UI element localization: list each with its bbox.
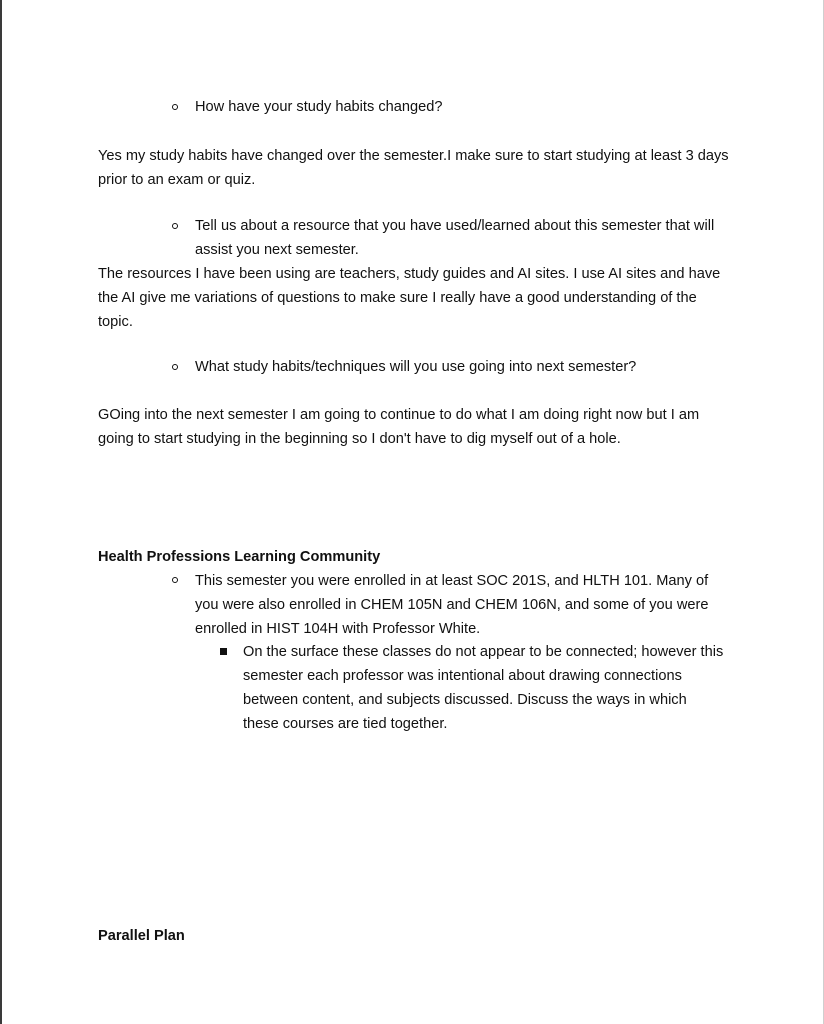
answer-3-line-2: going to start studying in the beginning so I don't have to dig myself out of a hole. bbox=[98, 431, 621, 447]
hplc-subitem-line-2: semester each professor was intentional about drawing connections bbox=[243, 668, 682, 684]
answer-1-line-2: prior to an exam or quiz. bbox=[98, 172, 256, 188]
hollow-bullet-icon bbox=[172, 364, 178, 370]
question-2-prompt-line-1: Tell us about a resource that you have used/learned about this semester that will bbox=[195, 218, 715, 234]
hplc-item-line-1: This semester you were enrolled in at least SOC 201S, and HLTH 101. Many of bbox=[195, 573, 709, 589]
question-2-prompt-line-2: assist you next semester. bbox=[195, 242, 359, 258]
section-heading-parallel-plan: Parallel Plan bbox=[98, 928, 185, 944]
hplc-item-line-3: enrolled in HIST 104H with Professor White. bbox=[195, 621, 481, 637]
question-1-prompt: How have your study habits changed? bbox=[195, 99, 443, 115]
hplc-subitem-line-4: these courses are tied together. bbox=[243, 716, 448, 732]
hollow-bullet-icon bbox=[172, 223, 178, 229]
hplc-subitem-line-3: between content, and subjects discussed. Discuss the ways in which bbox=[243, 692, 687, 708]
filled-square-bullet-icon bbox=[220, 648, 227, 655]
answer-3-line-1: GOing into the next semester I am going to continue to do what I am doing right now but I am bbox=[98, 407, 700, 423]
hollow-bullet-icon bbox=[172, 104, 178, 110]
answer-2-line-3: topic. bbox=[98, 314, 133, 330]
hollow-bullet-icon bbox=[172, 577, 178, 583]
section-heading-hplc: Health Professions Learning Community bbox=[98, 549, 381, 565]
question-3-prompt: What study habits/techniques will you use going into next semester? bbox=[195, 359, 637, 375]
answer-1-line-1: Yes my study habits have changed over the semester.I make sure to start studying at least 3 days bbox=[98, 148, 729, 164]
hplc-subitem-line-1: On the surface these classes do not appear to be connected; however this bbox=[243, 644, 724, 660]
page-left-border bbox=[0, 0, 2, 1024]
hplc-item-line-2: you were also enrolled in CHEM 105N and CHEM 106N, and some of you were bbox=[195, 597, 709, 613]
answer-2-line-2: the AI give me variations of questions to make sure I really have a good understanding of the bbox=[98, 290, 697, 306]
answer-2-line-1: The resources I have been using are teachers, study guides and AI sites. I use AI sites and have bbox=[98, 266, 721, 282]
